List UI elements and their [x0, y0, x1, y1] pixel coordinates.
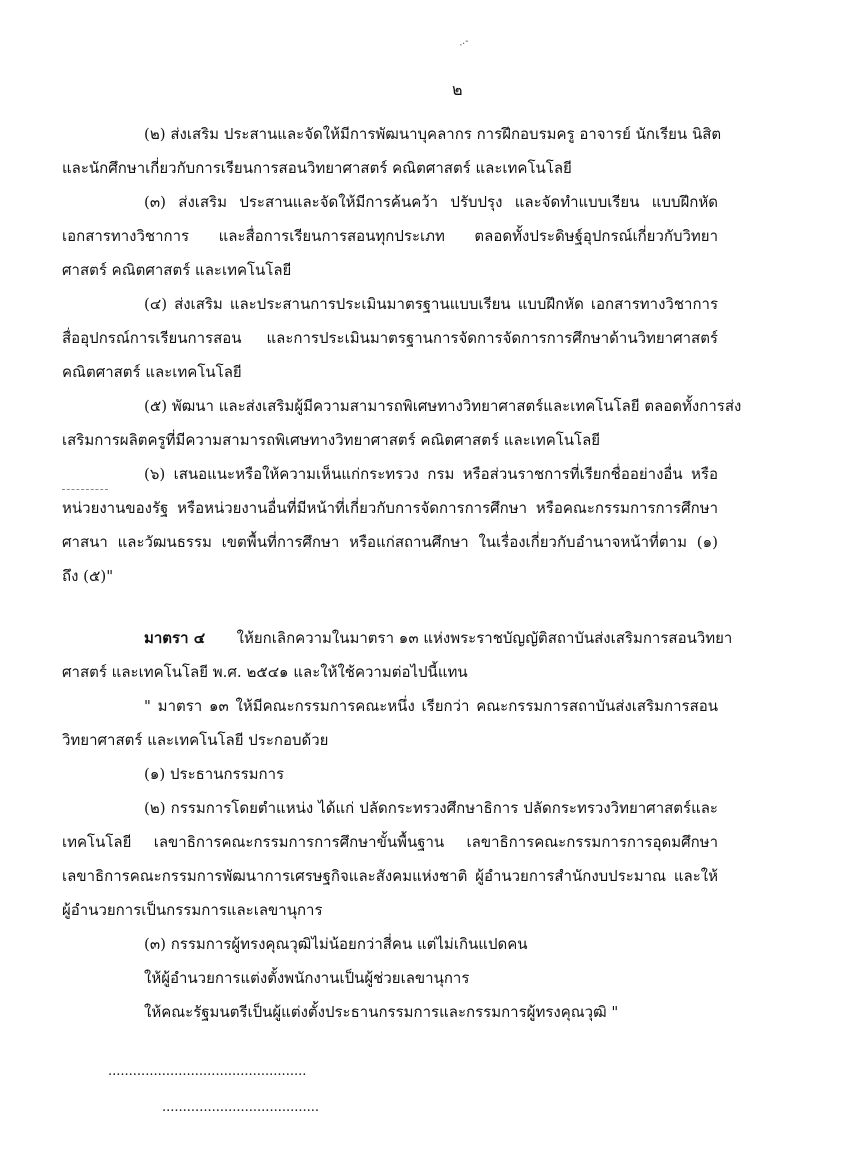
paragraph-line: เลขาธิการคณะกรรมการพัฒนาการเศรษฐกิจและสังคมแห่งชาติ ผู้อำนวยการสำนักงบประมาณ และให้ — [62, 867, 718, 885]
paragraph-line: คณิตศาสตร์ และเทคโนโลยี — [62, 363, 242, 381]
paragraph-line: ถึง (๕)" — [62, 567, 114, 585]
paragraph-line: ศาสนา และวัฒนธรรม เขตพื้นที่การศึกษา หรือแก่สถานศึกษา ในเรื่องเกี่ยวกับอำนาจหน้าที่ตาม (๑) — [62, 533, 718, 551]
paragraph-line: (๔) ส่งเสริม และประสานการประเมินมาตรฐานแบบเรียน แบบฝึกหัด เอกสารทางวิชาการ — [144, 295, 718, 313]
signature-line: ................................................ — [108, 1064, 307, 1079]
paragraph-line: เทคโนโลยี เลขาธิการคณะกรรมการการศึกษาขั้นพื้นฐาน เลขาธิการคณะกรรมการการอุดมศึกษา — [62, 833, 718, 851]
page-number: ๒ — [452, 80, 463, 99]
signature-name-line: ...................................... — [162, 1100, 320, 1115]
article-label: มาตรา ๔ — [144, 629, 206, 647]
paragraph-line: เอกสารทางวิชาการ และสื่อการเรียนการสอนทุกประเภท ตลอดทั้งประดิษฐ์อุปกรณ์เกี่ยวกับวิทยา — [62, 227, 718, 245]
paragraph-line: (๓) กรรมการผู้ทรงคุณวุฒิไม่น้อยกว่าสี่คน แต่ไม่เกินแปดคน — [144, 935, 528, 953]
scan-artifact-line — [62, 489, 108, 490]
paragraph-line: และนักศึกษาเกี่ยวกับการเรียนการสอนวิทยาศาสตร์ คณิตศาสตร์ และเทคโนโลยี — [62, 159, 572, 177]
article-heading — [144, 628, 732, 648]
paragraph-line: (๖) เสนอแนะหรือให้ความเห็นแก่กระทรวง กรม หรือส่วนราชการที่เรียกชื่ออย่างอื่น หรือ — [144, 465, 718, 483]
paragraph-line: ศาสตร์ และเทคโนโลยี พ.ศ. ๒๕๔๑ และให้ใช้ความต่อไปนี้แทน — [62, 663, 468, 681]
article-text: ให้ยกเลิกความในมาตรา ๑๓ แห่งพระราชบัญญัติสถาบันส่งเสริมการสอนวิทยา — [236, 629, 733, 647]
paragraph-line: วิทยาศาสตร์ และเทคโนโลยี ประกอบด้วย — [62, 731, 329, 749]
paragraph-line: เสริมการผลิตครูที่มีความสามารถพิเศษทางวิทยาศาสตร์ คณิตศาสตร์ และเทคโนโลยี — [62, 431, 601, 449]
paragraph-line: ให้คณะรัฐมนตรีเป็นผู้แต่งตั้งประธานกรรมการและกรรมการผู้ทรงคุณวุฒิ " — [144, 1003, 619, 1021]
paragraph-line: หน่วยงานของรัฐ หรือหน่วยงานอื่นที่มีหน้าที่เกี่ยวกับการจัดการการศึกษา หรือคณะกรรมการการศึกษา — [62, 499, 718, 517]
paragraph-line: " มาตรา ๑๓ ให้มีคณะกรรมการคณะหนึ่ง เรียกว่า คณะกรรมการสถาบันส่งเสริมการสอน — [144, 697, 718, 715]
scan-speck: ฺ.- — [462, 36, 469, 47]
paragraph-line: (๒) ส่งเสริม ประสานและจัดให้มีการพัฒนาบุคลากร การฝึกอบรมครู อาจารย์ นักเรียน นิสิต — [144, 125, 722, 143]
paragraph-line: ศาสตร์ คณิตศาสตร์ และเทคโนโลยี — [62, 261, 292, 279]
paragraph-line: ผู้อำนวยการเป็นกรรมการและเลขานุการ — [62, 901, 323, 919]
paragraph-line: ให้ผู้อำนวยการแต่งตั้งพนักงานเป็นผู้ช่วยเลขานุการ — [144, 969, 470, 987]
paragraph-line: (๓) ส่งเสริม ประสานและจัดให้มีการค้นคว้า ปรับปรุง และจัดทำแบบเรียน แบบฝึกหัด — [144, 193, 718, 211]
paragraph-line: สื่ออุปกรณ์การเรียนการสอน และการประเมินมาตรฐานการจัดการจัดการการศึกษาด้านวิทยาศาสตร์ — [62, 329, 718, 347]
paragraph-line: (๑) ประธานกรรมการ — [144, 765, 285, 783]
paragraph-line: (๕) พัฒนา และส่งเสริมผู้มีความสามารถพิเศษทางวิทยาศาสตร์และเทคโนโลยี ตลอดทั้งการส่ง — [144, 397, 742, 415]
paragraph-line: (๒) กรรมการโดยตำแหน่ง ได้แก่ ปลัดกระทรวงศึกษาธิการ ปลัดกระทรวงวิทยาศาสตร์และ — [144, 799, 718, 817]
